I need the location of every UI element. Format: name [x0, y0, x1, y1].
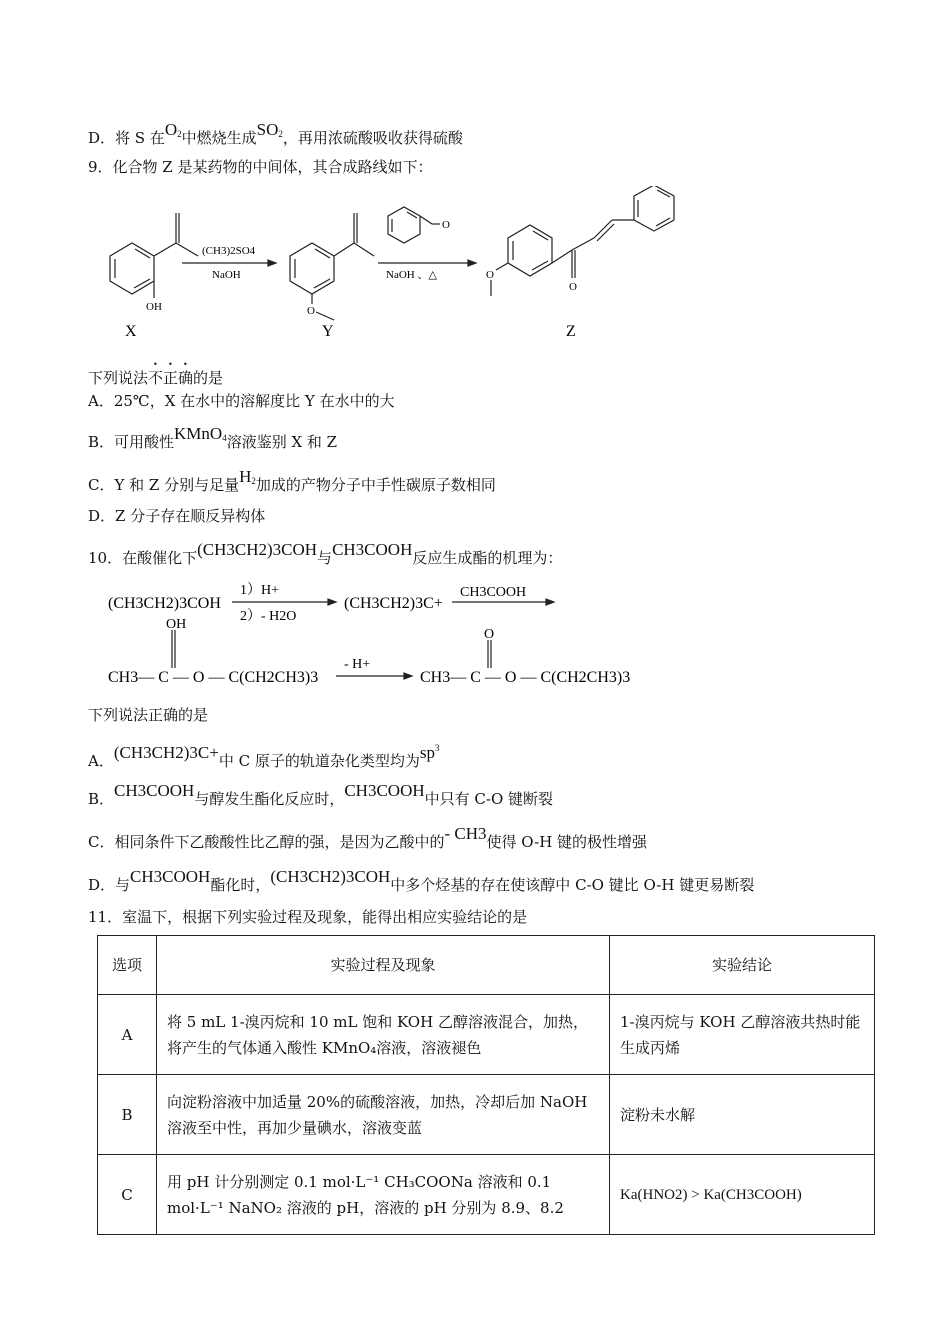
row-option: A: [98, 995, 157, 1075]
mechanism-intermediate: CH3— C — O — C(CH2CH3)3: [108, 669, 319, 686]
header-option: 选项: [98, 936, 157, 995]
row-process: 将 5 mL 1-溴丙烷和 10 mL 饱和 KOH 乙醇溶液混合，加热，将产生的气体通入酸性 KMnO₄溶液，溶液褪色: [157, 995, 610, 1075]
q9-option-b: B．可用酸性KMnO$_4$溶液鉴别 X 和 Z: [88, 424, 338, 451]
mechanism-reagent: CH3COOH: [460, 585, 527, 600]
q10-option-b: B．CH3COOH与醇发生酯化反应时，CH3COOH中只有 C-O 键断裂: [88, 781, 554, 808]
mechanism-intermediate-oh: OH: [166, 617, 187, 632]
row-conclusion: 1-溴丙烷与 KOH 乙醇溶液共热时能生成丙烯: [610, 995, 875, 1075]
reagent-1-bottom: NaOH: [212, 269, 241, 281]
benzaldehyde-o-label: O: [442, 219, 450, 231]
q10-prompt: 下列说法正确的是: [88, 706, 209, 724]
compound-label-x: X: [125, 323, 137, 340]
q9-option-c: C．Y 和 Z 分别与足量$H_2$加成的产物分子中手性碳原子数相同: [88, 467, 496, 494]
formula-so2: $SO_2$: [256, 120, 283, 139]
q9-synthesis-scheme: [88, 186, 688, 344]
q9-option-d: D．Z 分子存在顺反异构体: [88, 507, 266, 525]
q9-stem: 9．化合物 Z 是某药物的中间体，其合成路线如下：: [88, 158, 433, 176]
mechanism-product-o: O: [484, 627, 495, 642]
row-conclusion: Ka(HNO2) > Ka(CH3COOH): [610, 1155, 875, 1235]
header-conclusion: 实验结论: [610, 936, 875, 995]
q9-prompt: 下列说法不正确的是: [88, 369, 224, 387]
mechanism-step1: 1）H+: [240, 583, 280, 598]
q10-option-d: D．与CH3COOH酯化时，(CH3CH2)3COH中多个烃基的存在使该醇中 C-O 键比 O-H 键更易断裂: [88, 867, 755, 894]
z-o-label: O: [486, 269, 494, 281]
z-carbonyl-o-label: O: [569, 281, 577, 293]
formula-carbocation: (CH3CH2)3C+: [113, 743, 219, 762]
formula-sp3: $sp^3$: [419, 743, 440, 762]
q10-stem: 10．在酸催化下(CH3CH2)3COH与CH3COOH反应生成酯的机理为：: [88, 540, 563, 567]
benzaldehyde: [388, 207, 440, 243]
compound-label-z: Z: [566, 323, 576, 340]
mechanism-step2: 2）- H2O: [240, 609, 297, 624]
row-option: C: [98, 1155, 157, 1235]
mechanism-product: CH3— C — O — C(CH2CH3)3: [420, 669, 631, 686]
table-row: [98, 995, 875, 1075]
formula-h2: $H_2$: [239, 467, 256, 486]
compound-label-y: Y: [322, 323, 334, 340]
table-row: [98, 1155, 875, 1235]
x-oh-label: OH: [146, 301, 162, 313]
mechanism-carbocation: (CH3CH2)3C+: [344, 595, 443, 612]
row-option: B: [98, 1075, 157, 1155]
q11-table: [97, 935, 875, 1235]
table-row: [98, 1075, 875, 1155]
q10-option-a: A．(CH3CH2)3C+中 C 原子的轨道杂化类型均为$sp^3$: [88, 743, 440, 770]
q10-option-c: C．相同条件下乙酸酸性比乙醇的强，是因为乙酸中的- CH3使得 O-H 键的极性增强: [88, 824, 648, 851]
formula-kmno4: KMnO$_4$: [174, 424, 227, 443]
table-header-row: [98, 936, 875, 995]
reagent-2-bottom: NaOH 、△: [386, 269, 437, 281]
q11-stem: 11．室温下，根据下列实验过程及现象，能得出相应实验结论的是: [88, 908, 528, 926]
q9-option-a: A．25℃，X 在水中的溶解度比 Y 在水中的大: [88, 392, 395, 410]
formula-acetic-acid: CH3COOH: [332, 540, 413, 559]
row-conclusion: 淀粉未水解: [610, 1075, 875, 1155]
q10-mechanism: [100, 580, 700, 695]
reagent-1-top: (CH3)2SO4: [202, 245, 256, 257]
structure-y: [290, 213, 374, 320]
emphasis-not-correct: 不正确: [148, 369, 194, 387]
structure-z: [491, 186, 674, 296]
y-o-label: O: [307, 305, 315, 317]
mechanism-minus-h: - H+: [344, 657, 371, 672]
q8-option-d: D．将 S 在$O_2$中燃烧生成$SO_2$，再用浓硫酸吸收获得硫酸: [88, 120, 463, 147]
header-process: 实验过程及现象: [157, 936, 610, 995]
structure-x: [110, 213, 198, 298]
formula-alcohol: (CH3CH2)3COH: [197, 540, 318, 559]
row-process: 用 pH 计分别测定 0.1 mol·L⁻¹ CH₃COONa 溶液和 0.1 mol·L⁻¹ NaNO₂ 溶液的 pH，溶液的 pH 分别为 8.9、8.2: [157, 1155, 610, 1235]
row-process: 向淀粉溶液中加适量 20%的硫酸溶液，加热，冷却后加 NaOH 溶液至中性，再加少量碘水，溶液变蓝: [157, 1075, 610, 1155]
mechanism-reactant: (CH3CH2)3COH: [108, 595, 221, 612]
formula-o2: $O_2$: [164, 120, 182, 139]
